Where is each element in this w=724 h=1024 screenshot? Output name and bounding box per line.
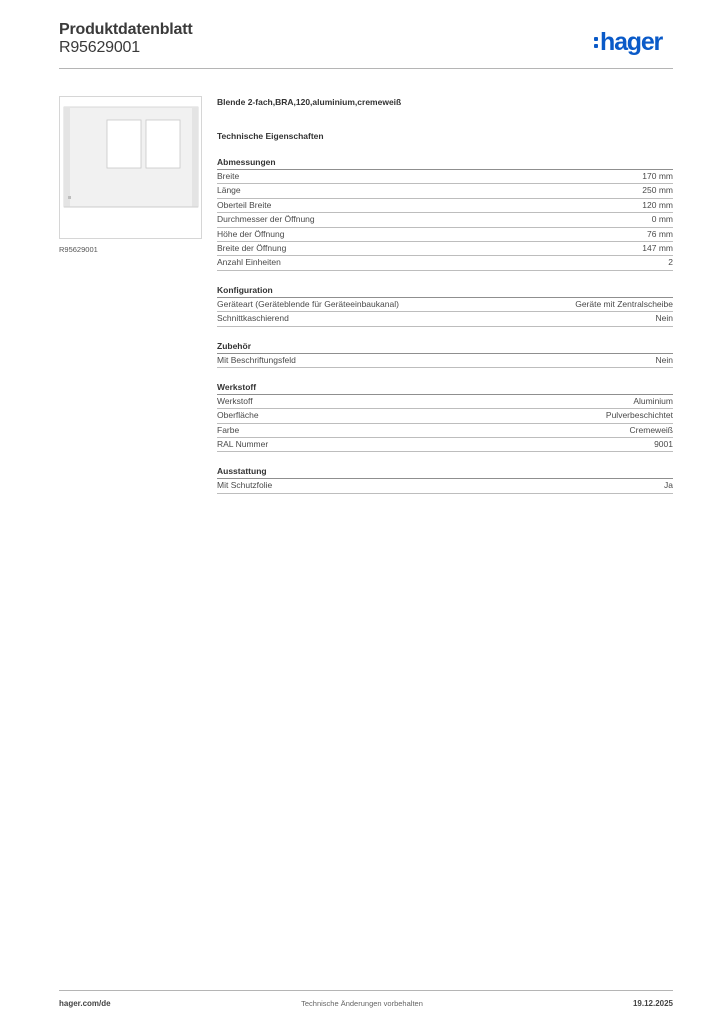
spec-value: 2 bbox=[668, 257, 673, 268]
spec-row bbox=[217, 479, 673, 493]
spec-value: 170 mm bbox=[642, 171, 673, 181]
spec-group bbox=[217, 340, 673, 368]
spec-value: 120 mm bbox=[642, 199, 673, 210]
spec-value: Geräte mit Zentralscheibe bbox=[575, 298, 673, 309]
section-heading: Technische Eigenschaften bbox=[217, 131, 324, 141]
hager-logo bbox=[594, 28, 662, 56]
spec-row bbox=[217, 184, 673, 198]
spec-value: Cremeweiß bbox=[629, 424, 673, 435]
cover-plate-2-gang-image bbox=[59, 96, 202, 239]
spec-row bbox=[217, 354, 673, 368]
product-number: R95629001 bbox=[59, 39, 140, 56]
spec-row bbox=[217, 228, 673, 242]
spec-row bbox=[217, 242, 673, 256]
spec-value: Pulverbeschichtet bbox=[605, 410, 673, 421]
spec-group-title: Zubehör bbox=[217, 340, 673, 354]
footer-note: Technische Änderungen vorbehalten bbox=[301, 999, 423, 1008]
page-title: Produktdatenblatt bbox=[59, 21, 193, 38]
spec-row bbox=[217, 199, 673, 213]
spec-value: Nein bbox=[655, 313, 673, 324]
footer-divider bbox=[59, 990, 673, 991]
spec-label: Mit Beschriftungsfeld bbox=[217, 354, 296, 365]
spec-label: Breite der Öffnung bbox=[217, 242, 287, 253]
image-caption: R95629001 bbox=[59, 245, 98, 254]
spec-label: RAL Nummer bbox=[217, 439, 269, 450]
spec-row bbox=[217, 424, 673, 438]
spec-row bbox=[217, 409, 673, 423]
spec-label: Farbe bbox=[217, 424, 240, 435]
spec-value: 9001 bbox=[654, 439, 673, 450]
spec-label: Oberfläche bbox=[217, 410, 259, 421]
spec-row bbox=[217, 312, 673, 326]
spec-label: Schnittkaschierend bbox=[217, 313, 289, 324]
spec-row bbox=[217, 298, 673, 312]
footer-website[interactable]: hager.com/de bbox=[59, 999, 111, 1008]
spec-group bbox=[217, 156, 673, 271]
logo-text: hager bbox=[600, 27, 663, 56]
spec-row bbox=[217, 170, 673, 184]
spec-label: Länge bbox=[217, 185, 241, 196]
spec-value: Aluminium bbox=[633, 395, 673, 406]
spec-group-title: Abmessungen bbox=[217, 156, 673, 170]
spec-label: Höhe der Öffnung bbox=[217, 228, 285, 239]
spec-group bbox=[217, 465, 673, 493]
footer-date: 19.12.2025 bbox=[632, 999, 673, 1008]
spec-row bbox=[217, 213, 673, 227]
spec-row bbox=[217, 256, 673, 270]
spec-row bbox=[217, 395, 673, 409]
spec-label: Geräteart (Geräteblende für Geräteeinbaukanal) bbox=[217, 298, 399, 309]
spec-label: Oberteil Breite bbox=[217, 199, 272, 210]
spec-value: Nein bbox=[655, 354, 673, 365]
spec-value: 250 mm bbox=[642, 185, 673, 196]
spec-value: 0 mm bbox=[651, 214, 673, 225]
header-divider bbox=[59, 68, 673, 69]
spec-label: Werkstoff bbox=[217, 395, 253, 406]
spec-label: Breite bbox=[217, 171, 240, 181]
spec-value: 76 mm bbox=[647, 228, 673, 239]
spec-label: Durchmesser der Öffnung bbox=[217, 214, 315, 225]
spec-value: Ja bbox=[664, 480, 673, 491]
spec-group-title: Ausstattung bbox=[217, 465, 673, 479]
spec-value: 147 mm bbox=[642, 242, 673, 253]
spec-group bbox=[217, 381, 673, 453]
spec-group-title: Werkstoff bbox=[217, 381, 673, 395]
spec-row bbox=[217, 438, 673, 452]
spec-groups bbox=[217, 156, 673, 494]
spec-label: Anzahl Einheiten bbox=[217, 257, 281, 268]
logo-dots-icon bbox=[594, 37, 598, 48]
product-name: Blende 2-fach,BRA,120,aluminium,cremeweiß bbox=[217, 97, 402, 107]
spec-group bbox=[217, 284, 673, 327]
spec-group-title: Konfiguration bbox=[217, 284, 673, 298]
specifications bbox=[217, 96, 673, 494]
spec-label: Mit Schutzfolie bbox=[217, 480, 273, 491]
